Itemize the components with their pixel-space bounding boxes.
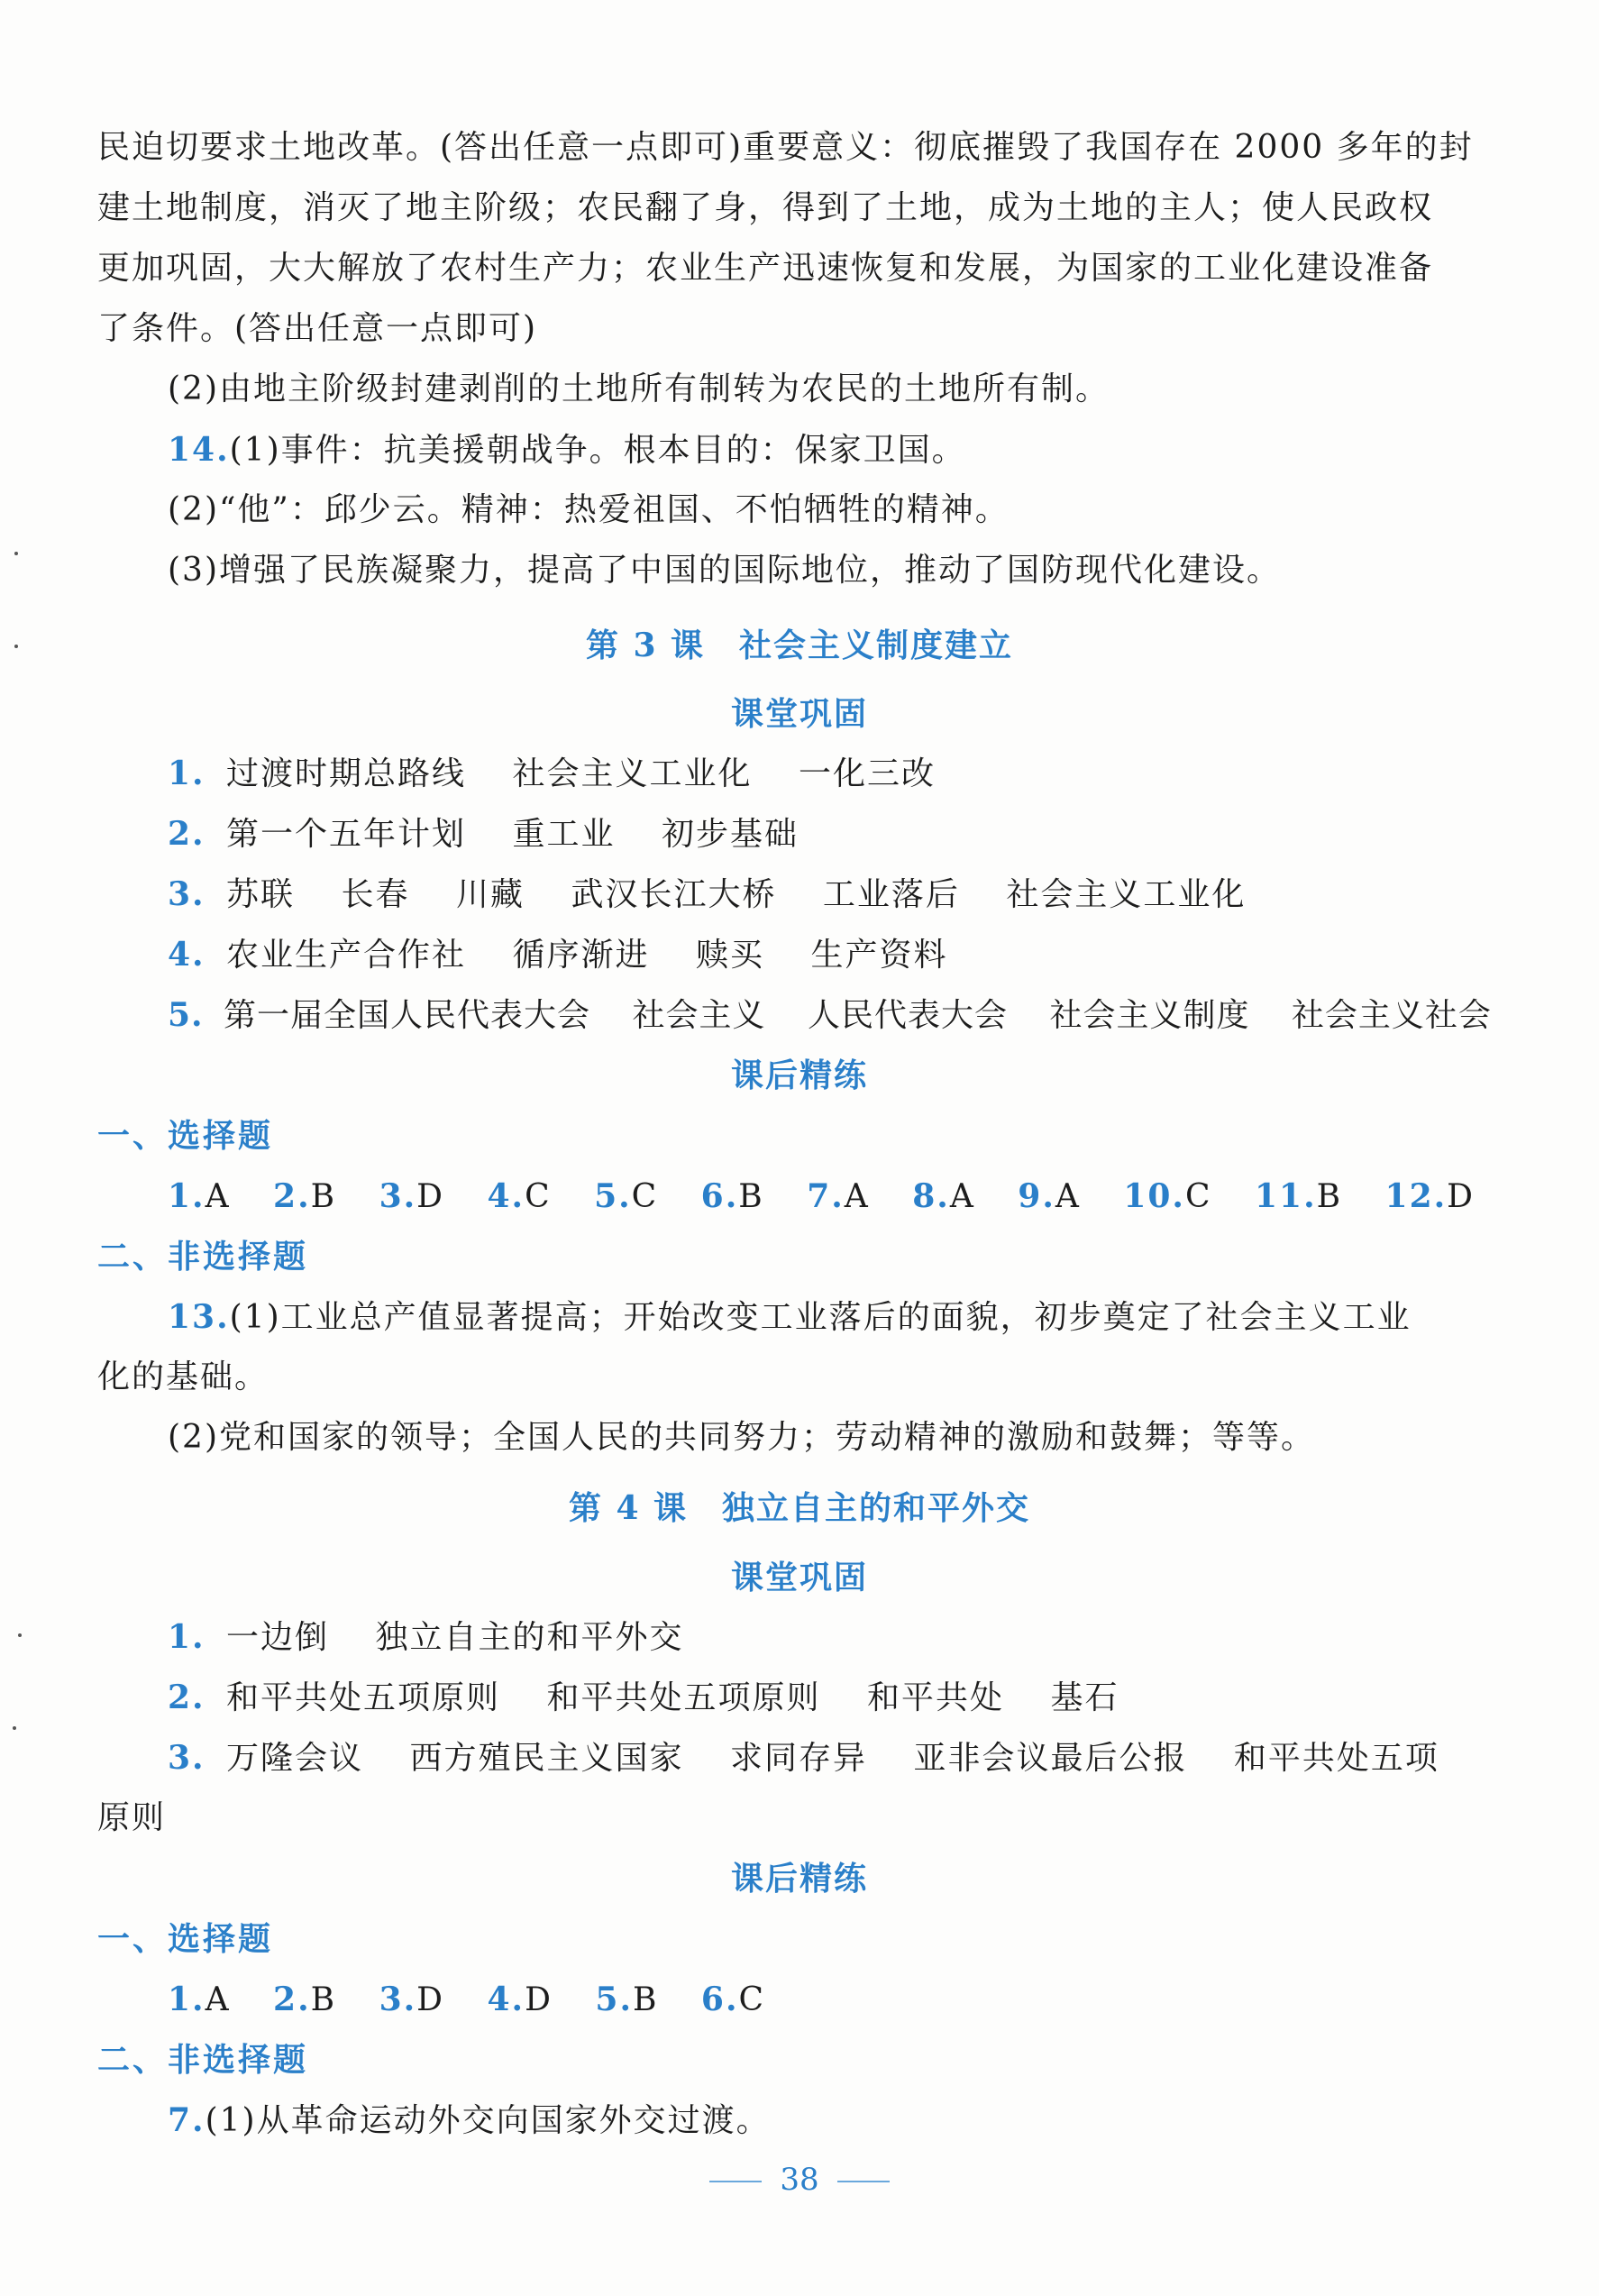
mc-answers-row: [168, 1980, 796, 2020]
item-number: 2.: [168, 1679, 206, 1716]
list-item: [168, 754, 970, 794]
list-item: [168, 935, 982, 975]
text-line: 原则: [97, 1799, 167, 1836]
item-number: 5.: [168, 996, 204, 1034]
lesson-4-title: 第 4 课 独立自主的和平外交: [568, 1489, 1031, 1527]
mc-answer: C: [525, 1178, 552, 1215]
item-number: 1.: [168, 1618, 206, 1656]
answer: 苏联: [226, 876, 296, 913]
question-7: [168, 2100, 771, 2141]
footer-dash-left: [709, 2181, 762, 2182]
answer: 重工业: [512, 816, 616, 853]
answer: 和平共处: [866, 1679, 1004, 1716]
answer: 过渡时期总路线: [226, 755, 467, 792]
mc-number: 1.: [168, 1177, 206, 1215]
mc-answer: B: [633, 1981, 659, 2018]
answer: 社会主义工业化: [512, 755, 753, 792]
list-item: [168, 814, 833, 855]
answer: 农业生产合作社: [226, 937, 467, 974]
mc-number: 2.: [273, 1177, 311, 1215]
mc-number: 5.: [595, 1980, 633, 2018]
mc-answer: B: [310, 1178, 337, 1215]
answer: 赎买: [695, 937, 764, 974]
item-number: 3.: [168, 875, 206, 913]
mc-number: 5.: [594, 1177, 632, 1215]
list-item: [168, 1617, 718, 1658]
answer: 社会主义社会: [1291, 997, 1492, 1034]
mc-answer: D: [416, 1981, 445, 2018]
non-mc-section-heading: 二、非选择题: [97, 1238, 309, 1276]
mc-answer: D: [1447, 1178, 1476, 1215]
item-number: 1.: [168, 755, 206, 792]
list-item: [168, 1738, 1439, 1779]
answer-text: (1)工业总产值显著提高；开始改变工业落后的面貌，初步奠定了社会主义工业: [229, 1299, 1412, 1336]
mc-section-heading: 一、选择题: [97, 1117, 274, 1155]
mc-answer: A: [1055, 1178, 1081, 1215]
mc-answers-row: [168, 1176, 1505, 1217]
answer: 川藏: [455, 876, 525, 913]
practice-heading: 课后精练: [730, 1057, 868, 1094]
mc-answer: C: [631, 1178, 659, 1215]
answer: 西方殖民主义国家: [409, 1740, 684, 1777]
lesson-3-title: 第 3 课 社会主义制度建立: [585, 627, 1014, 664]
practice-heading: 课后精练: [730, 1860, 868, 1898]
text-line: 民迫切要求土地改革。(答出任意一点即可)重要意义：彻底摧毁了我国存在 2000 多年的封: [97, 129, 1474, 166]
mc-number: 8.: [912, 1177, 950, 1215]
mc-answer: D: [525, 1981, 553, 2018]
text-line: 了条件。(答出任意一点即可): [97, 310, 538, 347]
answer: 第一届全国人民代表大会: [224, 997, 591, 1034]
mc-number: 3.: [379, 1177, 417, 1215]
mc-number: 7.: [807, 1177, 845, 1215]
mc-number: 4.: [487, 1177, 525, 1215]
answer: 基石: [1050, 1679, 1119, 1716]
answer: 社会主义: [632, 997, 766, 1034]
page-footer: [0, 2162, 1599, 2198]
text-line: (2)“他”：邱少云。精神：热爱祖国、不怕牺牲的精神。: [168, 491, 1010, 528]
answer: 社会主义制度: [1049, 997, 1250, 1034]
question-number: 14.: [168, 431, 230, 469]
answer: 和平共处五项原则: [226, 1679, 501, 1716]
mc-number: 4.: [487, 1980, 525, 2018]
answer: 人民代表大会: [807, 997, 1008, 1034]
mc-number: 12.: [1384, 1177, 1448, 1215]
text-line: (2)党和国家的领导；全国人民的共同努力；劳动精神的激励和鼓舞；等等。: [168, 1419, 1315, 1456]
mc-number: 6.: [700, 1980, 739, 2018]
mc-answer: A: [205, 1981, 231, 2018]
question-number: 7.: [168, 2101, 206, 2139]
answer: 一边倒: [226, 1619, 330, 1656]
scan-speck: [14, 645, 18, 648]
mc-answer: C: [738, 1981, 766, 2018]
mc-answer: B: [1316, 1178, 1343, 1215]
answer: 独立自主的和平外交: [375, 1619, 684, 1656]
answer: 武汉长江大桥: [571, 876, 777, 913]
page-number: 38: [780, 2162, 819, 2198]
mc-number: 10.: [1123, 1177, 1185, 1215]
mc-number: 6.: [700, 1177, 739, 1215]
question-13: [168, 1297, 1412, 1338]
scan-speck: [14, 552, 18, 555]
answer: 亚非会议最后公报: [913, 1740, 1188, 1777]
question-number: 13.: [168, 1298, 230, 1336]
list-item: [168, 1678, 1153, 1718]
list-item: [168, 995, 1492, 1036]
mc-answer: A: [205, 1178, 231, 1215]
answer: 工业落后: [822, 876, 960, 913]
answer-text: (1)事件：抗美援朝战争。根本目的：保家卫国。: [229, 432, 966, 469]
answer-text: (1)从革命运动外交向国家外交过渡。: [205, 2102, 771, 2139]
scan-speck: [13, 1726, 16, 1730]
answer: 求同存异: [729, 1740, 867, 1777]
answer: 循序渐进: [512, 937, 650, 974]
mc-number: 2.: [273, 1980, 311, 2018]
answer: 和平共处五项原则: [546, 1679, 821, 1716]
mc-answer: A: [949, 1178, 975, 1215]
answer: 第一个五年计划: [226, 816, 467, 853]
answer: 生产资料: [810, 937, 948, 974]
answer: 万隆会议: [226, 1740, 364, 1777]
mc-answer: D: [416, 1178, 445, 1215]
mc-answer: A: [844, 1178, 870, 1215]
answer: 初步基础: [661, 816, 799, 853]
mc-answer: C: [1184, 1178, 1212, 1215]
answer: 一化三改: [798, 755, 936, 792]
text-line: (3)增强了民族凝聚力，提高了中国的国际地位，推动了国防现代化建设。: [168, 552, 1281, 589]
item-number: 4.: [168, 936, 206, 974]
answer: 和平共处五项: [1233, 1740, 1439, 1777]
answer: 社会主义工业化: [1006, 876, 1247, 913]
consolidation-heading: 课堂巩固: [730, 695, 868, 733]
mc-number: 9.: [1018, 1177, 1055, 1215]
non-mc-section-heading: 二、非选择题: [97, 2041, 309, 2079]
consolidation-heading: 课堂巩固: [730, 1559, 868, 1596]
mc-answer: B: [310, 1981, 337, 2018]
text-line: 更加巩固，大大解放了农村生产力；农业生产迅速恢复和发展，为国家的工业化建设准备: [97, 250, 1434, 287]
item-number: 2.: [168, 815, 206, 853]
text-line: (2)由地主阶级封建剥削的土地所有制转为农民的土地所有制。: [168, 370, 1110, 407]
mc-number: 1.: [168, 1980, 206, 2018]
answer: 长春: [341, 876, 410, 913]
mc-section-heading: 一、选择题: [97, 1920, 274, 1958]
list-item: [168, 874, 1280, 915]
text-line: 建土地制度，消灭了地主阶级；农民翻了身，得到了土地，成为土地的主人；使人民政权: [97, 189, 1434, 226]
mc-number: 11.: [1254, 1177, 1317, 1215]
scan-speck: [18, 1633, 22, 1637]
footer-dash-right: [837, 2181, 890, 2182]
mc-number: 3.: [379, 1980, 417, 2018]
question-14: [168, 430, 966, 471]
item-number: 3.: [168, 1739, 206, 1777]
text-line: 化的基础。: [97, 1358, 270, 1395]
mc-answer: B: [738, 1178, 764, 1215]
